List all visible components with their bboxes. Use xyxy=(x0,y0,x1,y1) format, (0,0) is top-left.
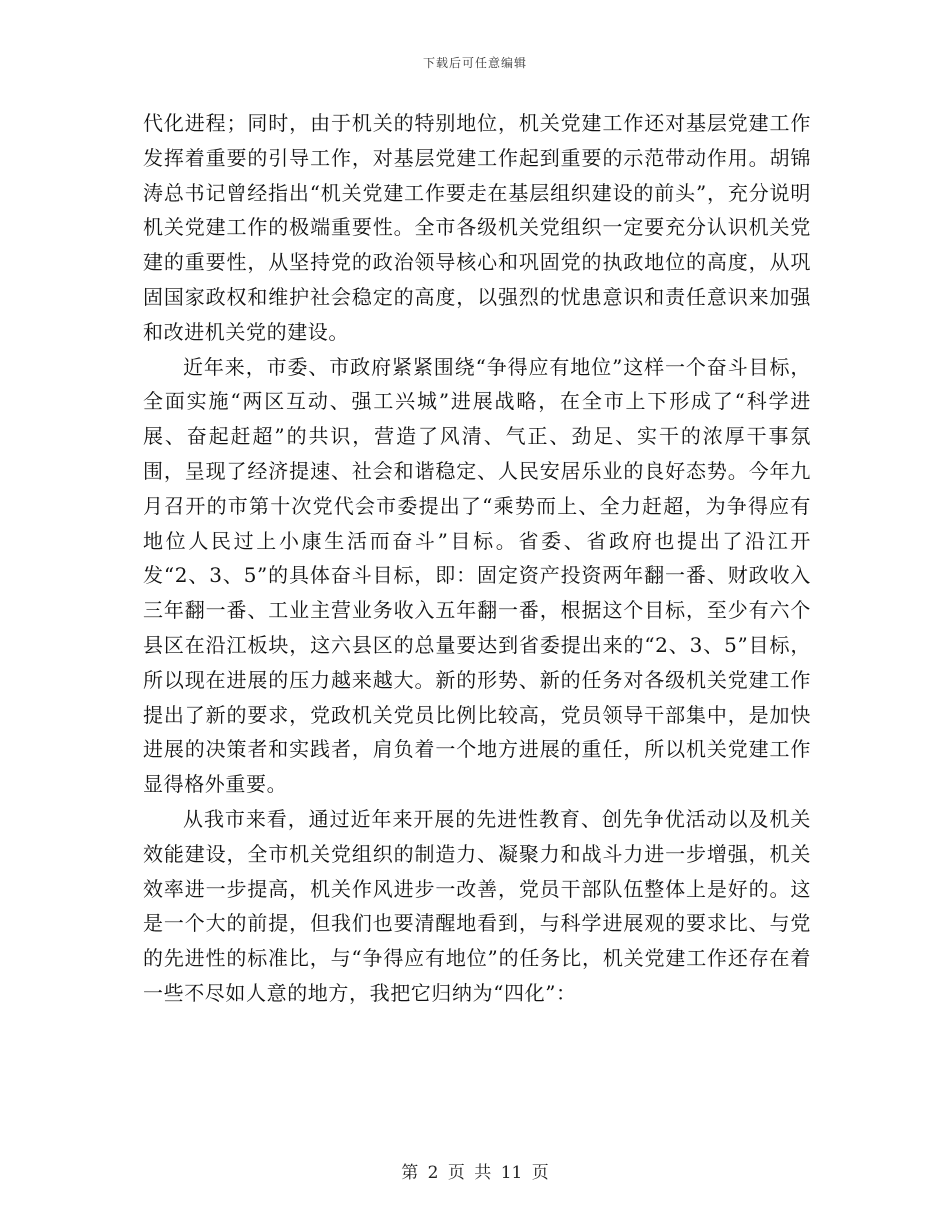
page-number-footer: 第 2 页 共 11 页 xyxy=(401,1163,549,1183)
document-body xyxy=(143,106,811,1011)
paragraph-3: 从我市来看，通过近年来开展的先进性教育、创先争优活动以及机关效能建设，全市机关党组织的制造力、凝聚力和战斗力进一步增强，机关效率进一步提高，机关作风进步一改善，党员干部队伍整体上是好的。这是一个大的前提，但我们也要清醒地看到，与科学进展观的要求比、与党的先进性的标准比，与“争得应有地位”的任务比，机关党建工作还存在着一些不尽如人意的地方，我把它归纳为“四化”： xyxy=(143,806,811,1005)
paragraph-1: 代化进程；同时，由于机关的特别地位，机关党建工作还对基层党建工作发挥着重要的引导工作，对基层党建工作起到重要的示范带动作用。胡锦涛总书记曾经指出“机关党建工作要走在基层组织建设的前头”，充分说明机关党建工作的极端重要性。全市各级机关党组织一定要充分认识机关党建的重要性，从坚持党的政治领导核心和巩固党的执政地位的高度，从巩固国家政权和维护社会稳定的高度，以强烈的忧患意识和责任意识来加强和改进机关党的建设。 xyxy=(143,111,811,344)
page-header-note: 下载后可任意编辑 xyxy=(422,56,527,70)
paragraph-2: 近年来，市委、市政府紧紧围绕“争得应有地位”这样一个奋斗目标，全面实施“两区互动、强工兴城”进展战略，在全市上下形成了“科学进展、奋起赶超”的共识，营造了风清、气正、劲足、实干的浓厚干事氛围，呈现了经济提速、社会和谐稳定、人民安居乐业的良好态势。今年九月召开的市第十次党代会市委提出了“乘势而上、全力赶超，为争得应有地位人民过上小康生活而奋斗”目标。省委、省政府也提出了沿江开发“2、3、5”的具体奋斗目标，即：固定资产投资两年翻一番、财政收入三年翻一番、工业主营业务收入五年翻一番，根据这个目标，至少有六个县区在沿江板块，这六县区的总量要达到省委提出来的“2、3、5”目标，所以现在进展的压力越来越大。新的形势、新的任务对各级机关党建工作提出了新的要求，党政机关党员比例比较高，党员领导干部集中，是加快进展的决策者和实践者，肩负着一个地方进展的重任，所以机关党建工作显得格外重要。 xyxy=(143,354,811,797)
